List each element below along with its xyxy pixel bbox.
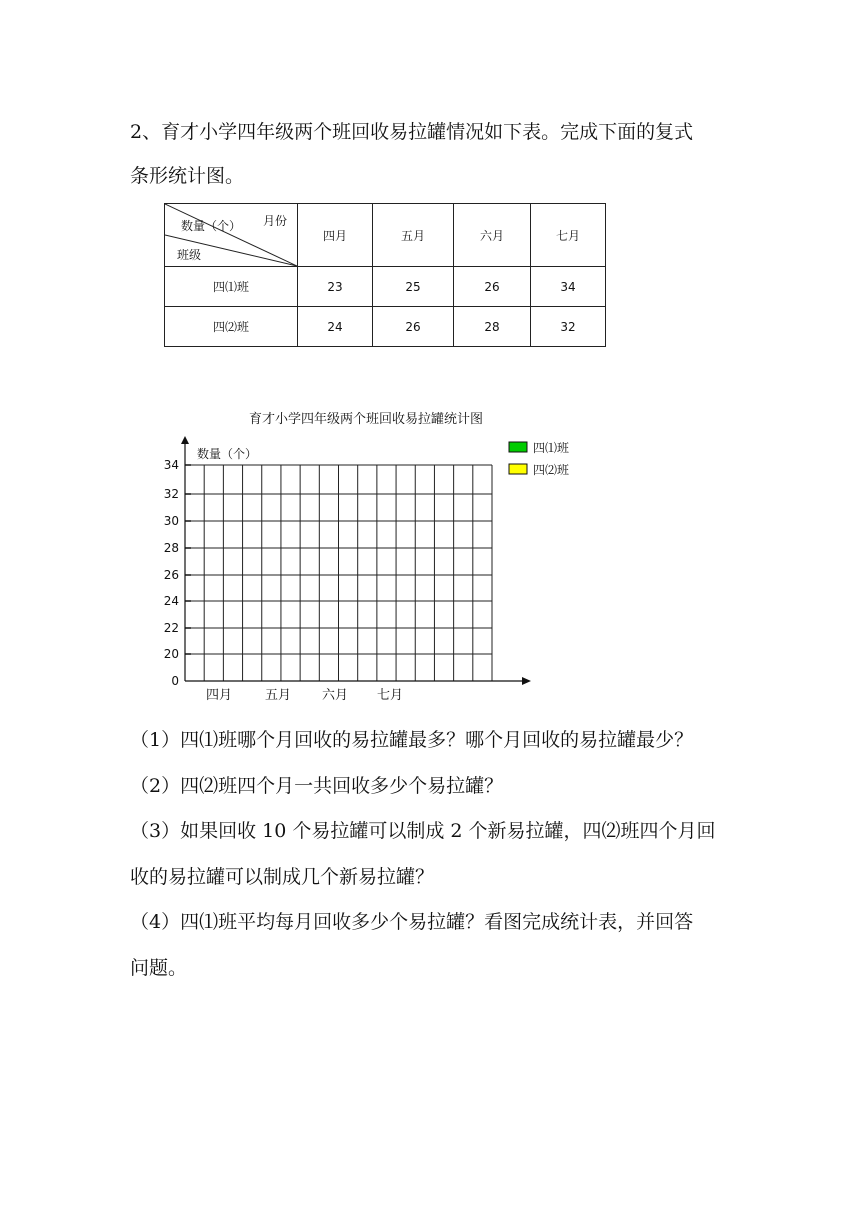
chart-title: 育才小学四年级两个班回收易拉罐统计图 <box>248 412 484 427</box>
table-row <box>165 307 606 347</box>
table-cell: 26 <box>454 267 531 307</box>
x-tick-label: 五月 <box>264 688 292 703</box>
table-row <box>165 267 606 307</box>
chart-axis-layer <box>164 436 531 703</box>
question-3-line1: （3）如果回收 10 个易拉罐可以制成 2 个新易拉罐，四⑵班四个月回 <box>130 820 716 842</box>
row-label: 四⑵班 <box>165 307 298 347</box>
y-tick-label: 32 <box>163 487 179 501</box>
question-4-line2: 问题。 <box>130 957 188 979</box>
legend-swatch <box>509 442 527 452</box>
table-cell: 25 <box>373 267 454 307</box>
legend-swatch <box>509 464 527 474</box>
table-cell: 24 <box>298 307 373 347</box>
data-table <box>164 203 606 347</box>
x-tick-label: 六月 <box>321 688 349 703</box>
bar-chart-grid <box>0 400 860 720</box>
month-header: 六月 <box>454 204 531 267</box>
chart-grid-layer <box>185 465 492 681</box>
table-corner-header <box>165 204 298 267</box>
y-axis-label: 数量（个） <box>197 447 258 461</box>
x-axis-arrow <box>522 677 531 685</box>
row-label: 四⑴班 <box>165 267 298 307</box>
legend-label: 四⑵班 <box>533 463 570 477</box>
month-header: 七月 <box>531 204 606 267</box>
y-tick-label: 0 <box>171 674 179 688</box>
y-tick-label: 30 <box>163 514 179 528</box>
table-cell: 34 <box>531 267 606 307</box>
table-cell: 26 <box>373 307 454 347</box>
y-tick-label: 34 <box>163 458 179 472</box>
month-header: 五月 <box>373 204 454 267</box>
y-tick-label: 28 <box>163 541 179 555</box>
question-1: （1）四⑴班哪个月回收的易拉罐最多？哪个月回收的易拉罐最少？ <box>130 729 694 751</box>
month-header: 四月 <box>298 204 373 267</box>
y-tick-label: 24 <box>163 594 179 608</box>
x-tick-label: 四月 <box>205 688 233 703</box>
table-cell: 23 <box>298 267 373 307</box>
y-tick-label: 20 <box>163 647 179 661</box>
question-3-line2: 收的易拉罐可以制成几个新易拉罐？ <box>130 866 435 888</box>
y-tick-label: 26 <box>163 568 179 582</box>
question-2: （2）四⑵班四个月一共回收多少个易拉罐？ <box>130 775 504 797</box>
problem-heading-line1: 2、育才小学四年级两个班回收易拉罐情况如下表。完成下面的复式 <box>130 121 694 143</box>
x-tick-label: 七月 <box>376 688 404 703</box>
table-cell: 32 <box>531 307 606 347</box>
y-axis-arrow <box>181 436 189 444</box>
problem-heading-line2: 条形统计图。 <box>130 165 245 187</box>
header-month-label: 月份 <box>263 214 288 228</box>
question-4-line1: （4）四⑴班平均每月回收多少个易拉罐？看图完成统计表，并回答 <box>130 911 694 933</box>
table-cell: 28 <box>454 307 531 347</box>
header-quantity-label: 数量（个） <box>181 219 242 233</box>
chart-legend <box>509 440 569 477</box>
legend-label: 四⑴班 <box>533 441 570 455</box>
header-class-label: 班级 <box>177 248 202 262</box>
y-tick-label: 22 <box>163 621 179 635</box>
